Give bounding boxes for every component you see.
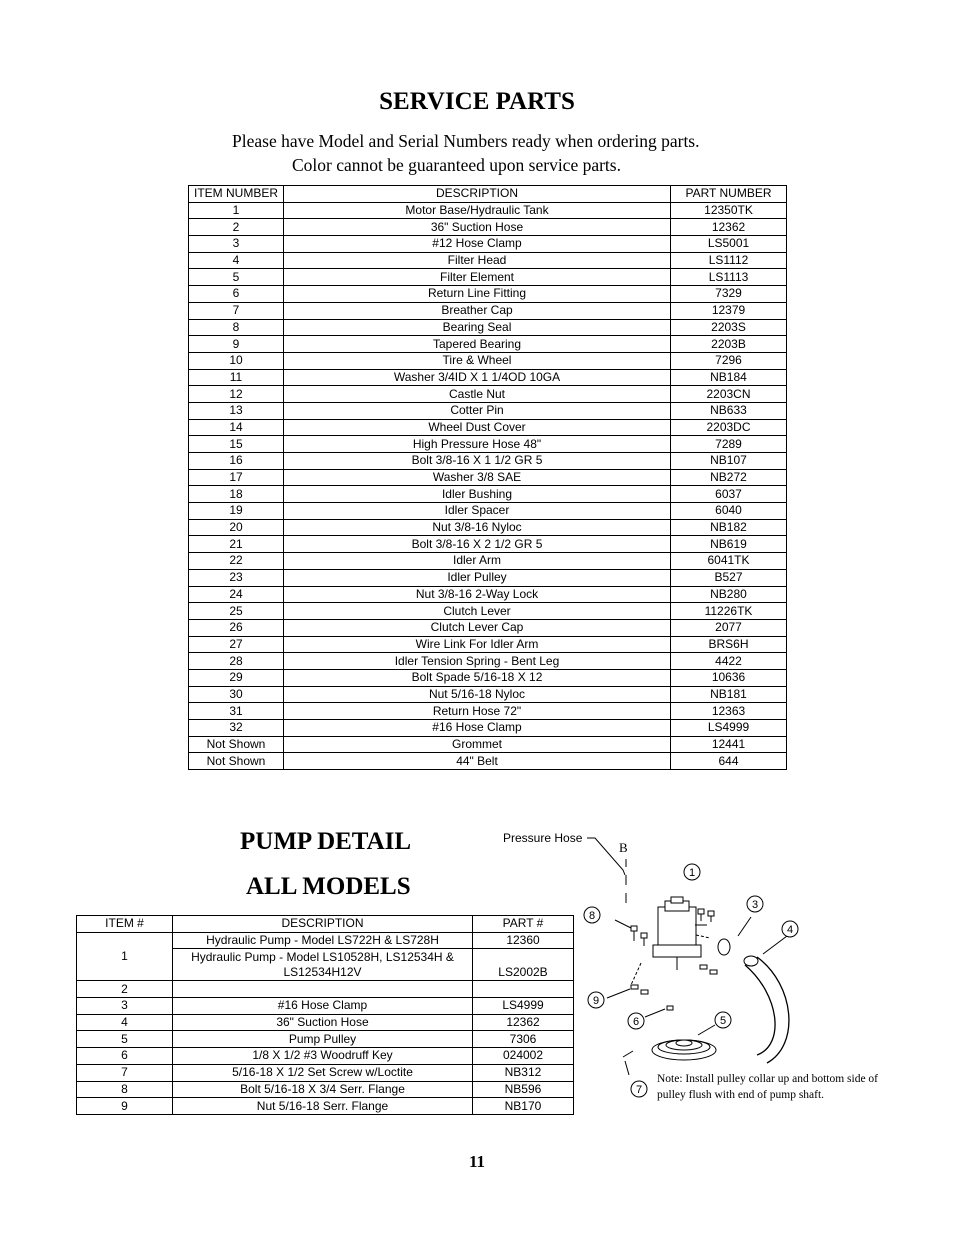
- part-number-cell: BRS6H: [671, 636, 787, 653]
- pump-item-cell: 3: [77, 998, 173, 1015]
- pump-item-cell: 4: [77, 1014, 173, 1031]
- pump-item-cell: 5: [77, 1031, 173, 1048]
- item-cell: 12: [189, 386, 284, 403]
- item-cell: 23: [189, 569, 284, 586]
- description-cell: Wheel Dust Cover: [284, 419, 671, 436]
- part-number-cell: 7296: [671, 352, 787, 369]
- part-number-cell: 6037: [671, 486, 787, 503]
- table-row: [189, 469, 787, 486]
- table-row: [189, 302, 787, 319]
- pump-item-cell: 9: [77, 1098, 173, 1115]
- pump-part-cell: NB170: [473, 1098, 574, 1115]
- description-cell: 44" Belt: [284, 753, 671, 770]
- pump-description-cell: Pump Pulley: [173, 1031, 473, 1048]
- item-cell: 1: [189, 202, 284, 219]
- pump-description-cell: Hydraulic Pump - Model LS722H & LS728H: [173, 932, 473, 949]
- pump-description-cell: [173, 981, 473, 998]
- part-number-cell: NB272: [671, 469, 787, 486]
- table-row: [189, 636, 787, 653]
- part-number-cell: NB184: [671, 369, 787, 386]
- item-cell: 8: [189, 319, 284, 336]
- item-cell: 9: [189, 336, 284, 353]
- item-cell: 27: [189, 636, 284, 653]
- table-row: [189, 236, 787, 253]
- b-label: B: [619, 840, 628, 855]
- pump-item-cell: 8: [77, 1081, 173, 1098]
- part-number-cell: NB280: [671, 586, 787, 603]
- description-cell: Wire Link For Idler Arm: [284, 636, 671, 653]
- item-cell: 31: [189, 703, 284, 720]
- description-cell: Grommet: [284, 736, 671, 753]
- item-cell: 15: [189, 436, 284, 453]
- pump-description-cell: Nut 5/16-18 Serr. Flange: [173, 1098, 473, 1115]
- pump-part-cell: 7306: [473, 1031, 574, 1048]
- description-cell: Idler Bushing: [284, 486, 671, 503]
- pump-item-cell: 6: [77, 1048, 173, 1065]
- table-row: [189, 586, 787, 603]
- service-parts-table: [188, 185, 787, 770]
- description-cell: Nut 3/8-16 Nyloc: [284, 519, 671, 536]
- header-item-number: ITEM NUMBER: [189, 186, 284, 203]
- table-row: [189, 269, 787, 286]
- table-row: [189, 319, 787, 336]
- description-cell: Bearing Seal: [284, 319, 671, 336]
- part-number-cell: 644: [671, 753, 787, 770]
- part-number-cell: 2077: [671, 619, 787, 636]
- ordering-instruction: Please have Model and Serial Numbers ready when ordering parts.: [232, 131, 700, 151]
- header-part-number: PART NUMBER: [671, 186, 787, 203]
- pump-description-cell: 1/8 X 1/2 #3 Woodruff Key: [173, 1048, 473, 1065]
- pump-pulley: [652, 1040, 716, 1060]
- item-cell: 19: [189, 503, 284, 520]
- description-cell: Motor Base/Hydraulic Tank: [284, 202, 671, 219]
- item-cell: 29: [189, 669, 284, 686]
- callout-5: 5: [719, 1015, 727, 1027]
- pump-item-cell: 1: [77, 932, 173, 981]
- item-cell: 25: [189, 603, 284, 620]
- table-row: [189, 352, 787, 369]
- part-number-cell: 11226TK: [671, 603, 787, 620]
- description-cell: Return Hose 72": [284, 703, 671, 720]
- description-cell: High Pressure Hose 48": [284, 436, 671, 453]
- callout-8: 8: [588, 910, 596, 922]
- pump-description-cell: #16 Hose Clamp: [173, 998, 473, 1015]
- description-cell: #16 Hose Clamp: [284, 720, 671, 737]
- description-cell: Filter Head: [284, 252, 671, 269]
- part-number-cell: 2203S: [671, 319, 787, 336]
- table-row: [189, 519, 787, 536]
- description-cell: Clutch Lever Cap: [284, 619, 671, 636]
- color-disclaimer: Color cannot be guaranteed upon service parts.: [292, 155, 621, 175]
- pump-part-cell: NB312: [473, 1064, 574, 1081]
- description-cell: Idler Pulley: [284, 569, 671, 586]
- pump-part-cell: LS2002B: [473, 949, 574, 981]
- description-cell: Idler Arm: [284, 553, 671, 570]
- pump-description-cell: Bolt 5/16-18 X 3/4 Serr. Flange: [173, 1081, 473, 1098]
- description-cell: Washer 3/8 SAE: [284, 469, 671, 486]
- callout-1: 1: [688, 867, 696, 879]
- callout-4: 4: [786, 924, 794, 936]
- table-row: [189, 436, 787, 453]
- item-cell: 4: [189, 252, 284, 269]
- table-row: [189, 569, 787, 586]
- table-row: [189, 486, 787, 503]
- item-cell: 16: [189, 453, 284, 470]
- item-cell: 11: [189, 369, 284, 386]
- callout-3: 3: [751, 899, 759, 911]
- part-number-cell: B527: [671, 569, 787, 586]
- pump-part-cell: NB596: [473, 1081, 574, 1098]
- part-number-cell: 2203B: [671, 336, 787, 353]
- pump-models-title: ALL MODELS: [246, 873, 411, 900]
- part-number-cell: 12362: [671, 219, 787, 236]
- pump-header-item: ITEM #: [77, 916, 173, 933]
- pump-header-part: PART #: [473, 916, 574, 933]
- pump-description-cell: 5/16-18 X 1/2 Set Screw w/Loctite: [173, 1064, 473, 1081]
- description-cell: Clutch Lever: [284, 603, 671, 620]
- item-cell: 32: [189, 720, 284, 737]
- table-row: [189, 736, 787, 753]
- pump-part-cell: 12362: [473, 1014, 574, 1031]
- table-row: [189, 703, 787, 720]
- pump-part-cell: LS4999: [473, 998, 574, 1015]
- item-cell: 26: [189, 619, 284, 636]
- part-number-cell: 12379: [671, 302, 787, 319]
- part-number-cell: 2203DC: [671, 419, 787, 436]
- table-row: [189, 536, 787, 553]
- part-number-cell: 12363: [671, 703, 787, 720]
- table-row: [189, 252, 787, 269]
- part-number-cell: 6041TK: [671, 553, 787, 570]
- item-cell: 17: [189, 469, 284, 486]
- part-number-cell: NB181: [671, 686, 787, 703]
- item-cell: Not Shown: [189, 736, 284, 753]
- table-row: [189, 419, 787, 436]
- part-number-cell: LS4999: [671, 720, 787, 737]
- item-cell: 20: [189, 519, 284, 536]
- pump-description-cell: Hydraulic Pump - Model LS10528H, LS12534H & LS12534H12V: [173, 949, 473, 981]
- table-row: [189, 503, 787, 520]
- table-row: [189, 202, 787, 219]
- description-cell: Washer 3/4ID X 1 1/4OD 10GA: [284, 369, 671, 386]
- pump-detail-title: PUMP DETAIL: [240, 828, 412, 855]
- part-number-cell: NB633: [671, 402, 787, 419]
- table-row: [189, 369, 787, 386]
- description-cell: Idler Spacer: [284, 503, 671, 520]
- description-cell: Tapered Bearing: [284, 336, 671, 353]
- page-number: 11: [468, 1152, 486, 1171]
- pulley-install-note: Note: Install pulley collar up and bottom side of pulley flush with end of pump shaft.: [657, 1073, 879, 1101]
- pump-part-cell: 12360: [473, 932, 574, 949]
- description-cell: Cotter Pin: [284, 402, 671, 419]
- pump-description-cell: 36" Suction Hose: [173, 1014, 473, 1031]
- item-cell: 13: [189, 402, 284, 419]
- table-row: [189, 402, 787, 419]
- item-cell: 18: [189, 486, 284, 503]
- item-cell: 24: [189, 586, 284, 603]
- part-number-cell: NB182: [671, 519, 787, 536]
- item-cell: 5: [189, 269, 284, 286]
- description-cell: Bolt 3/8-16 X 1 1/2 GR 5: [284, 453, 671, 470]
- item-cell: 3: [189, 236, 284, 253]
- pressure-hose-label: Pressure Hose: [503, 831, 583, 845]
- item-cell: 2: [189, 219, 284, 236]
- description-cell: Idler Tension Spring - Bent Leg: [284, 653, 671, 670]
- part-number-cell: 6040: [671, 503, 787, 520]
- description-cell: 36" Suction Hose: [284, 219, 671, 236]
- header-description: DESCRIPTION: [284, 186, 671, 203]
- part-number-cell: 12350TK: [671, 202, 787, 219]
- item-cell: 22: [189, 553, 284, 570]
- description-cell: Nut 5/16-18 Nyloc: [284, 686, 671, 703]
- description-cell: Tire & Wheel: [284, 352, 671, 369]
- table-row: [189, 603, 787, 620]
- pump-header-description: DESCRIPTION: [173, 916, 473, 933]
- item-cell: 7: [189, 302, 284, 319]
- table-row: [189, 686, 787, 703]
- description-cell: Nut 3/8-16 2-Way Lock: [284, 586, 671, 603]
- item-cell: 10: [189, 352, 284, 369]
- description-cell: Bolt 3/8-16 X 2 1/2 GR 5: [284, 536, 671, 553]
- part-number-cell: LS1112: [671, 252, 787, 269]
- table-row: [189, 619, 787, 636]
- table-row: [189, 453, 787, 470]
- description-cell: Breather Cap: [284, 302, 671, 319]
- description-cell: Filter Element: [284, 269, 671, 286]
- item-cell: 21: [189, 536, 284, 553]
- table-row: [189, 553, 787, 570]
- part-number-cell: 12441: [671, 736, 787, 753]
- part-number-cell: 7329: [671, 286, 787, 303]
- service-table-header-row: [189, 186, 787, 203]
- table-row: [189, 720, 787, 737]
- hydraulic-pump: [653, 897, 710, 970]
- pump-part-cell: 024002: [473, 1048, 574, 1065]
- description-cell: Castle Nut: [284, 386, 671, 403]
- item-cell: 14: [189, 419, 284, 436]
- part-number-cell: 4422: [671, 653, 787, 670]
- part-number-cell: NB619: [671, 536, 787, 553]
- callout-6: 6: [632, 1016, 640, 1028]
- item-cell: 6: [189, 286, 284, 303]
- page-title: SERVICE PARTS: [379, 88, 575, 115]
- part-number-cell: 2203CN: [671, 386, 787, 403]
- callout-9: 9: [592, 995, 600, 1007]
- callout-7: 7: [635, 1084, 643, 1096]
- pump-item-cell: 7: [77, 1064, 173, 1081]
- item-cell: 30: [189, 686, 284, 703]
- table-row: [189, 753, 787, 770]
- item-cell: 28: [189, 653, 284, 670]
- part-number-cell: 10636: [671, 669, 787, 686]
- table-row: [189, 219, 787, 236]
- pump-item-cell: 2: [77, 981, 173, 998]
- table-row: [189, 386, 787, 403]
- part-number-cell: LS5001: [671, 236, 787, 253]
- description-cell: #12 Hose Clamp: [284, 236, 671, 253]
- description-cell: Return Line Fitting: [284, 286, 671, 303]
- part-number-cell: NB107: [671, 453, 787, 470]
- description-cell: Bolt Spade 5/16-18 X 12: [284, 669, 671, 686]
- table-row: [189, 286, 787, 303]
- part-number-cell: 7289: [671, 436, 787, 453]
- item-cell: Not Shown: [189, 753, 284, 770]
- part-number-cell: LS1113: [671, 269, 787, 286]
- table-row: [189, 653, 787, 670]
- table-row: [189, 669, 787, 686]
- table-row: [189, 336, 787, 353]
